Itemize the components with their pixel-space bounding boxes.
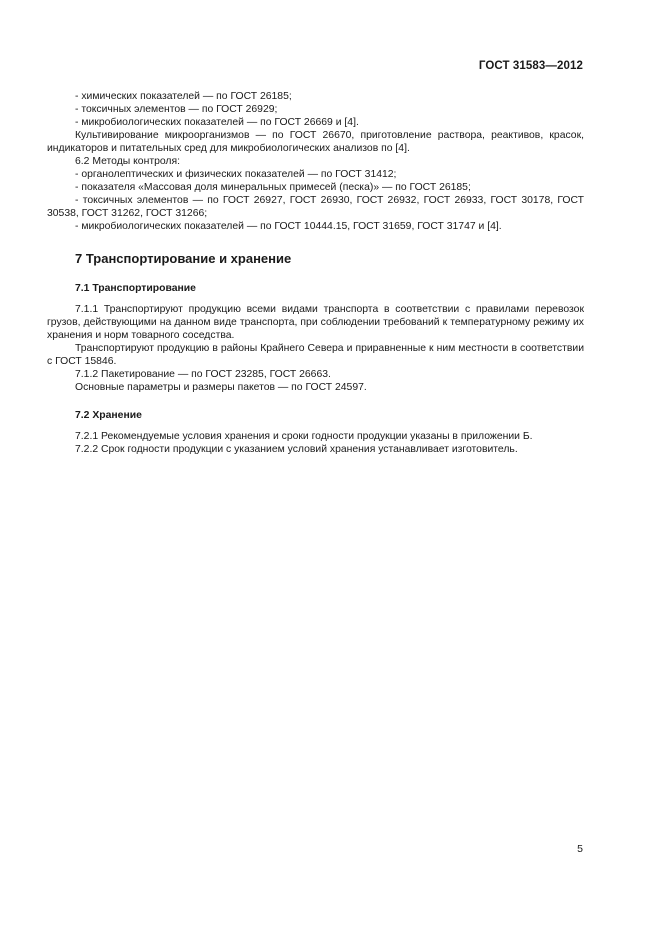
list-item-mineral-impurities: - показателя «Массовая доля минеральных примесей (песка)» — по ГОСТ 26185;: [75, 182, 471, 193]
section-7-title: 7 Транспортирование и хранение: [75, 251, 292, 266]
paragraph-package-params: Основные параметры и размеры пакетов — по ГОСТ 24597.: [75, 382, 367, 393]
list-item-toxic-methods: - токсичных элементов — по ГОСТ 26927, ГОСТ 26930, ГОСТ 26932, ГОСТ 26933, ГОСТ 30178, ГОСТ 30538, ГОСТ 31262, ГОСТ 31266;: [47, 195, 584, 219]
page-number: 5: [577, 843, 583, 855]
subsection-7-2-title: 7.2 Хранение: [75, 410, 142, 421]
list-item-microbiological: - микробиологических показателей — по ГОСТ 26669 и [4].: [75, 117, 359, 128]
list-item-toxic: - токсичных элементов — по ГОСТ 26929;: [75, 104, 278, 115]
clause-7-1-1: 7.1.1 Транспортируют продукцию всеми видами транспорта в соответствии с правилами перевозок грузов, действующими на данном виде транспорта, при соблюдении требований к температурному режиму их хранения и норм товарного соседства.: [47, 304, 584, 341]
paragraph-cultivation: Культивирование микроорганизмов — по ГОСТ 26670, приготовление раствора, реактивов, красок, индикаторов и питательных сред для микробиологических анализов по [4].: [47, 130, 584, 154]
list-item-chemical: - химических показателей — по ГОСТ 26185;: [75, 91, 292, 102]
paragraph-far-north: Транспортируют продукцию в районы Крайнего Севера и приравненные к ним местности в соответствии с ГОСТ 15846.: [47, 343, 584, 367]
clause-6-2: 6.2 Методы контроля:: [75, 156, 180, 167]
page-content: [47, 90, 584, 456]
list-item-microbiological-methods: - микробиологических показателей — по ГОСТ 10444.15, ГОСТ 31659, ГОСТ 31747 и [4].: [75, 221, 502, 232]
clause-7-1-2: 7.1.2 Пакетирование — по ГОСТ 23285, ГОСТ 26663.: [75, 369, 331, 380]
clause-7-2-1: 7.2.1 Рекомендуемые условия хранения и сроки годности продукции указаны в приложении Б.: [75, 431, 533, 442]
list-item-organoleptic: - органолептических и физических показателей — по ГОСТ 31412;: [75, 169, 397, 180]
document-code-header: ГОСТ 31583—2012: [478, 60, 583, 72]
subsection-7-1-title: 7.1 Транспортирование: [75, 283, 196, 294]
clause-7-2-2: 7.2.2 Срок годности продукции с указанием условий хранения устанавливает изготовитель.: [75, 444, 518, 455]
